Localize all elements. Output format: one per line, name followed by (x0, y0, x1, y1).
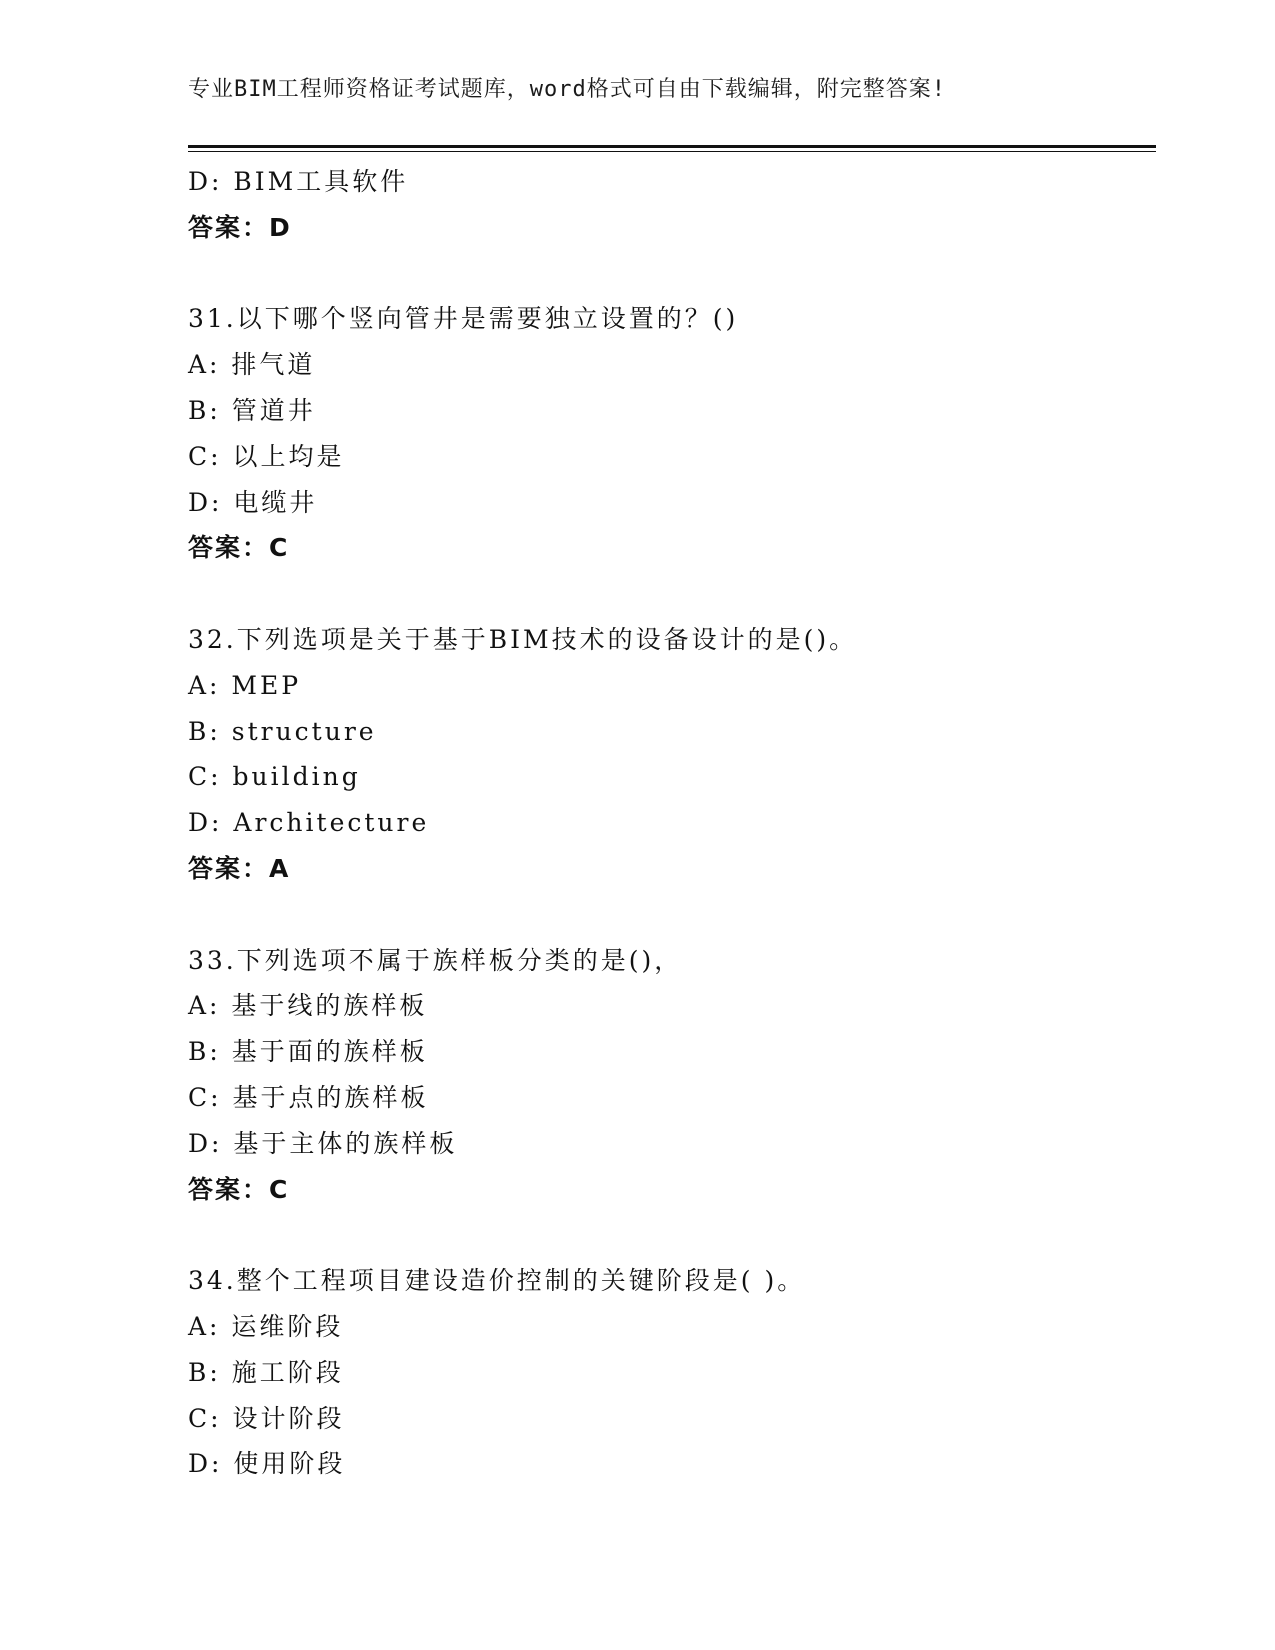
header-divider-thin (188, 151, 1156, 152)
q34-option-b: B: 施工阶段 (188, 1357, 344, 1387)
q30-option-d: D: BIM工具软件 (188, 167, 409, 196)
q33-answer: 答案：C (188, 1174, 290, 1204)
q34-stem: 34.整个工程项目建设造价控制的关键阶段是( )。 (188, 1266, 806, 1296)
spacer (188, 1212, 1148, 1258)
q34-option-c: C: 设计阶段 (188, 1403, 345, 1433)
q34-option-d: D: 使用阶段 (188, 1449, 346, 1479)
spacer (188, 892, 1148, 938)
q31-option-d: D: 电缆井 (188, 487, 318, 517)
q31-option-b: B: 管道井 (188, 395, 316, 425)
q31-option-a: A: 排气道 (188, 350, 316, 380)
q32-answer: 答案：A (188, 853, 291, 883)
q30-answer: 答案：D (188, 212, 292, 242)
q31-answer: 答案：C (188, 533, 290, 563)
q34-option-a: A: 运维阶段 (188, 1311, 344, 1341)
q31-option-c: C: 以上均是 (188, 441, 345, 471)
q33-stem: 33.下列选项不属于族样板分类的是()， (188, 945, 683, 975)
page-header: 专业BIM工程师资格证考试题库，word格式可自由下载编辑，附完整答案! (188, 77, 946, 102)
q32-stem: 32.下列选项是关于基于BIM技术的设备设计的是()。 (188, 624, 858, 654)
spacer (188, 571, 1148, 617)
question-content (188, 159, 1148, 1487)
q33-option-c: C: 基于点的族样板 (188, 1082, 429, 1112)
q33-option-d: D: 基于主体的族样板 (188, 1128, 458, 1158)
q31-stem: 31.以下哪个竖向管井是需要独立设置的？() (188, 304, 739, 334)
q32-option-b: B: structure (188, 716, 377, 746)
q32-option-c: C: building (188, 762, 361, 792)
spacer (188, 251, 1148, 297)
q32-option-d: D: Architecture (188, 808, 430, 838)
q33-option-b: B: 基于面的族样板 (188, 1037, 428, 1067)
q33-option-a: A: 基于线的族样板 (188, 991, 428, 1021)
header-divider-thick (188, 145, 1156, 148)
q32-option-a: A: MEP (188, 670, 302, 700)
